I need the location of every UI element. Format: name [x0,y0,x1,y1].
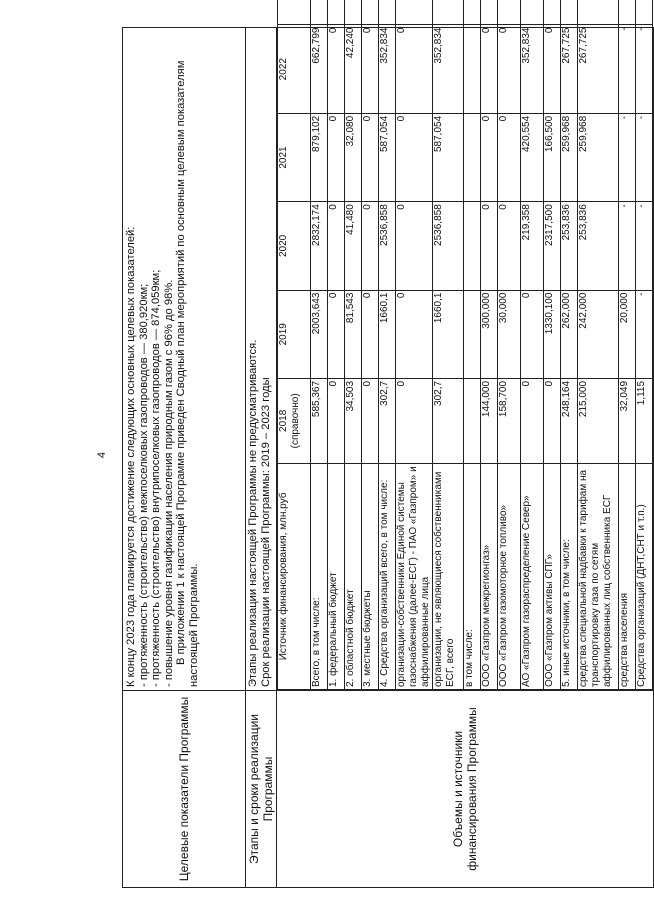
finance-row-item [636,0,653,690]
finance-source-cell: 1. федеральный бюджет [328,463,345,689]
finance-value-cell: 2317,500 [544,202,561,290]
finance-row-item [619,0,636,690]
finance-value-cell: 215,000 [578,378,619,463]
finance-source-cell: 3. местные бюджеты [362,463,379,689]
finance-value-cell: - [619,113,636,201]
finance-row-item [578,0,619,690]
goal-line: К концу 2023 года планируется достижение следующих основных целевых показателей: [125,226,137,687]
finance-source-cell: ООО «Газпром активы СПГ» [544,463,561,689]
finance-header-cell [278,0,311,25]
finance-value-cell: 352,834 [433,25,464,113]
finance-value-cell: 30,000 [498,290,521,378]
finance-header-cell: 2021 [278,113,311,201]
finance-value-cell [464,290,481,378]
finance-value-cell: 352,834 [521,25,544,113]
finance-value-cell: 420,554 [521,113,544,201]
finance-row-item [345,0,362,690]
finance-value-cell [544,0,561,25]
finance-value-cell [619,0,636,25]
finance-value-cell: 0 [362,113,379,201]
finance-row-item [379,0,396,690]
finance-value-cell: 0 [328,113,345,201]
finance-row-item [362,0,379,690]
finance-header-cell: 2022 [278,25,311,113]
finance-value-cell: 0 [362,25,379,113]
rotated-document-table [122,27,647,888]
finance-value-cell: 300,000 [481,290,498,378]
finance-value-cell [464,202,481,290]
finance-source-cell: Всего, в том числе: [311,463,328,689]
finance-value-cell: 1660,1 [379,290,396,378]
finance-value-cell [481,0,498,25]
finance-source-cell: ООО «Газпром межрегионгаз» [481,463,498,689]
finance-value-cell: - [636,25,653,113]
finance-value-cell: 20,000 [619,290,636,378]
finance-value-cell: 0 [396,202,433,290]
finance-value-cell: 0 [521,290,544,378]
goals-label: Целевые показатели Программы [123,691,246,888]
finance-value-cell [464,113,481,201]
finance-value-cell: 0 [396,378,433,463]
finance-value-cell: 2536,858 [433,202,464,290]
stages-row [246,28,277,888]
finance-row-item [464,0,481,690]
finance-header-row [278,0,311,690]
finance-value-cell: - [636,290,653,378]
finance-value-cell: 158,700 [498,378,521,463]
finance-value-cell: 662,799 [311,25,328,113]
finance-value-cell: 34,503 [345,378,362,463]
finance-value-cell [464,0,481,25]
finance-table [277,0,653,690]
finance-value-cell: 81,543 [345,290,362,378]
stages-line: Срок реализации настоящей Программы: 2019 – 2023 годы [259,377,272,687]
finance-value-cell: 32,080 [345,113,362,201]
finance-value-cell [636,0,653,25]
finance-value-cell [379,0,396,25]
finance-value-cell [561,0,578,25]
finance-value-cell: 0 [328,202,345,290]
finance-header-cell: 2018 (справочно) [278,378,311,463]
finance-source-cell: ООО «Газпром газомоторное топливо» [498,463,521,689]
finance-value-cell: 1660,1 [433,290,464,378]
finance-value-cell: 0 [362,378,379,463]
finance-value-cell: 352,834 [379,25,396,113]
finance-row [277,28,654,888]
finance-value-cell: 262,000 [561,290,578,378]
finance-value-cell: - [619,202,636,290]
stages-label: Этапы и сроки реализации Программы [246,691,277,888]
finance-value-cell [328,0,345,25]
finance-value-cell: 166,500 [544,113,561,201]
finance-value-cell [433,0,464,25]
finance-value-cell: 587,054 [379,113,396,201]
finance-value-cell: 0 [362,290,379,378]
finance-value-cell [464,378,481,463]
finance-value-cell: 0 [328,378,345,463]
finance-source-cell: в том числе: [464,463,481,689]
finance-value-cell: - [636,202,653,290]
finance-source-cell: 4. Средства организаций всего, в том числе: [379,463,396,689]
finance-value-cell: 259,968 [561,113,578,201]
finance-content [277,28,654,691]
finance-value-cell: 259,968 [578,113,619,201]
finance-row-item [544,0,561,690]
finance-value-cell: 585,367 [311,378,328,463]
finance-value-cell: 144,000 [481,378,498,463]
finance-value-cell: 1,115 [636,378,653,463]
finance-value-cell: 41,480 [345,202,362,290]
finance-value-cell: 0 [521,378,544,463]
finance-value-cell: 0 [396,25,433,113]
finance-value-cell: 0 [481,113,498,201]
finance-value-cell [396,0,433,25]
finance-value-cell: 253,836 [561,202,578,290]
goal-line: - протяженность (строительство) межпоселковых газопроводов — 380,920км; [137,283,150,687]
finance-value-cell: 0 [396,113,433,201]
finance-row-item [433,0,464,690]
finance-value-cell: 0 [481,25,498,113]
stages-content [246,28,277,691]
finance-value-cell: 0 [362,202,379,290]
finance-source-cell: средства специальной надбавки к тарифам на транспортировку газа по сетям аффилированных лиц собственника ЕСГ [578,463,619,689]
finance-value-cell: 0 [544,378,561,463]
finance-value-cell: 1330,100 [544,290,561,378]
finance-source-cell: АО «Газпром газораспределение Север» [521,463,544,689]
finance-source-cell: организации, не являющиеся собственниками ЕСГ, всего [433,463,464,689]
stages-line: Этапы реализации настоящей Программы не предусматриваются. [247,339,259,687]
finance-value-cell [345,0,362,25]
finance-value-cell: 248,164 [561,378,578,463]
finance-value-cell [362,0,379,25]
finance-value-cell [521,0,544,25]
finance-header-cell: Источник финансирования, млн.руб [278,463,311,689]
page-number: 4 [96,451,108,459]
finance-row-item [561,0,578,690]
goal-line: - протяженность (строительство) внутрипоселковых газопроводов — 874,059км; [150,269,163,687]
finance-value-cell: 0 [328,290,345,378]
finance-source-cell: 5. иные источники, в том числе: [561,463,578,689]
finance-value-cell [464,25,481,113]
finance-value-cell: - [636,113,653,201]
finance-row-item [521,0,544,690]
finance-row-item [328,0,345,690]
finance-source-cell: средства населения [619,463,636,689]
finance-row-item [498,0,521,690]
program-passport-table [122,27,654,888]
finance-row-item [396,0,433,690]
finance-value-cell: 0 [498,202,521,290]
finance-source-cell: организации-собственники Единой системы газоснабжения (далее-ЕСГ) - ПАО «Газпром» и аффилированные лица [396,463,433,689]
finance-row-item [481,0,498,690]
finance-value-cell: 267,725 [578,25,619,113]
goals-content [123,28,246,691]
finance-value-cell: 32,049 [619,378,636,463]
finance-header-cell: 2019 [278,290,311,378]
finance-value-cell: 253,836 [578,202,619,290]
finance-value-cell: 0 [396,290,433,378]
finance-value-cell: 267,725 [561,25,578,113]
finance-label: Объемы и источники финансирования Программы [277,691,654,888]
finance-value-cell: 587,054 [433,113,464,201]
finance-value-cell: 302,7 [379,378,396,463]
finance-header-cell: 2020 [278,202,311,290]
finance-row-item [311,0,328,690]
finance-value-cell: 2832,174 [311,202,328,290]
finance-value-cell: 2003,643 [311,290,328,378]
finance-value-cell [578,0,619,25]
goal-line: - повышение уровня газификации населения природным газом с 96% до 98%. [162,279,175,687]
finance-value-cell [311,0,328,25]
finance-value-cell: 0 [328,25,345,113]
finance-value-cell: 0 [498,25,521,113]
finance-value-cell: 0 [544,25,561,113]
finance-value-cell: 42,240 [345,25,362,113]
finance-value-cell: 242,000 [578,290,619,378]
finance-value-cell: 879,102 [311,113,328,201]
finance-value-cell: 0 [498,113,521,201]
finance-value-cell: 2536,858 [379,202,396,290]
finance-value-cell [498,0,521,25]
goals-row [123,28,246,888]
finance-value-cell: 0 [481,202,498,290]
finance-value-cell: 219,358 [521,202,544,290]
finance-source-cell: 2. областной бюджет [345,463,362,689]
finance-value-cell: - [619,25,636,113]
finance-source-cell: Средства организаций (ДНТ,СНТ и т.п.) [636,463,653,689]
goal-line: В приложении 1 к настоящей Программе приведен Сводный план мероприятий по основным целевым показателям настоящей Программы. [175,60,200,687]
finance-value-cell: 302,7 [433,378,464,463]
